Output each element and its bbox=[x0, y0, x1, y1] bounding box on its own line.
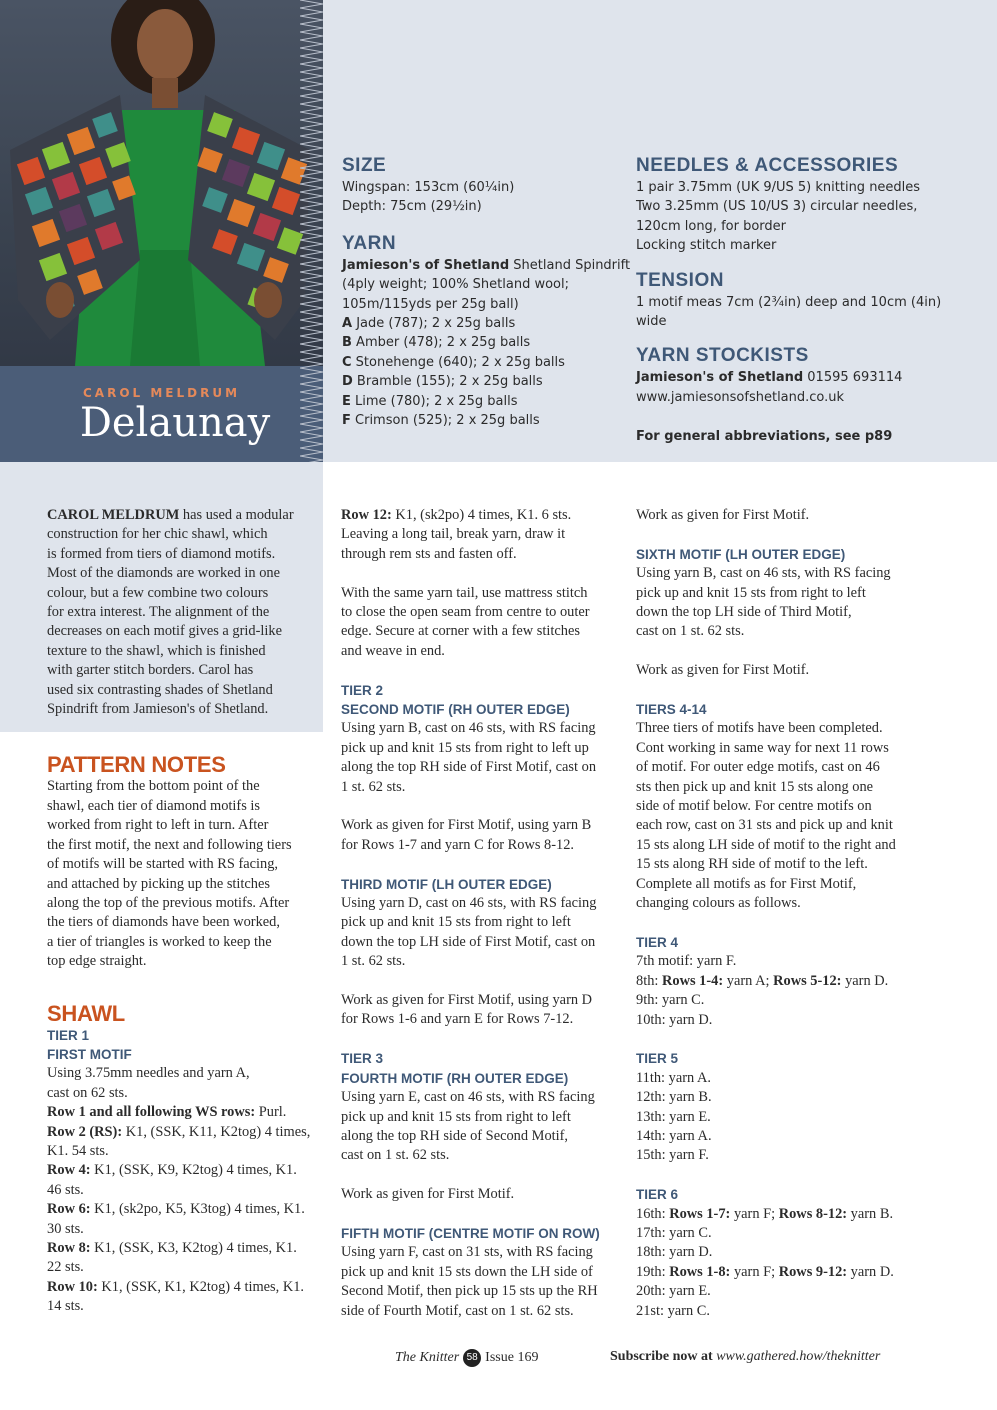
intro-line: for extra interest. The alignment of the bbox=[47, 604, 270, 621]
yarn-colour: B Amber (478); 2 x 25g balls bbox=[342, 335, 531, 351]
text-line: Using yarn F, cast on 31 sts, with RS facing bbox=[341, 1244, 593, 1261]
tier-6-heading: TIER 6 bbox=[636, 1187, 679, 1203]
size-heading: SIZE bbox=[342, 155, 387, 176]
text-line: Using yarn E, cast on 46 sts, with RS facing bbox=[341, 1089, 595, 1106]
row-continued: 46 sts. bbox=[47, 1181, 84, 1198]
stockist-website: www.jamiesonsofshetland.co.uk bbox=[636, 389, 845, 405]
text-line: Using yarn B, cast on 46 sts, with RS facing bbox=[341, 720, 596, 737]
column-3 bbox=[636, 506, 926, 1321]
text-line: pick up and knit 15 sts down the LH side of bbox=[341, 1263, 593, 1280]
tension-line: 1 motif meas 7cm (2¾in) deep and 10cm (4in) bbox=[636, 294, 942, 310]
text-line: cast on 1 st. 62 sts. bbox=[636, 623, 745, 640]
needles-line: 1 pair 3.75mm (UK 9/US 5) knitting needles bbox=[636, 180, 921, 195]
intro-line: with garter stitch borders. Carol has bbox=[47, 662, 254, 679]
text-line: pick up and knit 15 sts from right to left bbox=[636, 584, 866, 601]
row-continued: 22 sts. bbox=[47, 1259, 84, 1276]
needles-line: Locking stitch marker bbox=[636, 238, 777, 254]
notes-line: shawl, each tier of diamond motifs is bbox=[47, 797, 261, 814]
motif-colour-line: 21st: yarn C. bbox=[636, 1302, 710, 1319]
pattern-notes-heading: PATTERN NOTES bbox=[47, 752, 226, 778]
yarn-colour: A Jade (787); 2 x 25g balls bbox=[342, 316, 516, 332]
page-number: 58 bbox=[463, 1349, 481, 1367]
pattern-title: Delaunay bbox=[79, 400, 271, 446]
third-motif-heading: THIRD MOTIF (LH OUTER EDGE) bbox=[341, 876, 552, 892]
text-line: 15 sts along LH side of motif to the right and bbox=[636, 836, 896, 853]
text-line: down the top LH side of Third Motif, bbox=[636, 604, 852, 621]
text-line: through rem sts and fasten off. bbox=[341, 545, 517, 562]
motif-colour-line: 10th: yarn D. bbox=[636, 1011, 713, 1028]
intro-line: texture to the shawl, which is finished bbox=[47, 642, 266, 659]
row-continued: 14 sts. bbox=[47, 1298, 84, 1315]
motif-line: Using 3.75mm needles and yarn A, bbox=[47, 1065, 250, 1082]
motif-line: cast on 62 sts. bbox=[47, 1084, 128, 1101]
tiers-4-14-heading: TIERS 4-14 bbox=[636, 702, 707, 718]
column-1 bbox=[47, 506, 322, 1317]
text-line: pick up and knit 15 sts from right to left bbox=[341, 1108, 571, 1125]
sixth-motif-heading: SIXTH MOTIF (LH OUTER EDGE) bbox=[636, 546, 846, 562]
fourth-motif-heading: FOURTH MOTIF (RH OUTER EDGE) bbox=[341, 1070, 569, 1086]
motif-colour-line: 19th: Rows 1-8: yarn F; Rows 9-12: yarn D. bbox=[636, 1263, 894, 1280]
text-line: Complete all motifs as for First Motif, bbox=[636, 875, 857, 892]
text-line: down the top LH side of First Motif, cast on bbox=[341, 933, 596, 950]
yarn-colour: C Stonehenge (640); 2 x 25g balls bbox=[342, 354, 565, 370]
intro-line: colour, but a few combine two colours bbox=[47, 584, 269, 601]
text-line: side of motif below. For centre motifs on bbox=[636, 798, 872, 815]
text-line: cast on 1 st. 62 sts. bbox=[341, 1147, 450, 1164]
text-line: 1 st. 62 sts. bbox=[341, 953, 406, 970]
motif-colour-line: 14th: yarn A. bbox=[636, 1127, 712, 1144]
notes-line: worked from right to left in turn. After bbox=[47, 817, 269, 834]
intro-line: used six contrasting shades of Shetland bbox=[47, 681, 273, 698]
model-photo bbox=[0, 0, 323, 366]
notes-line: a tier of triangles is worked to keep the bbox=[47, 933, 272, 950]
notes-line: of motifs will be started with RS facing, bbox=[47, 856, 279, 873]
motif-colour-line: 11th: yarn A. bbox=[636, 1069, 712, 1086]
intro-line: construction for her chic shawl, which bbox=[47, 526, 268, 543]
text-line: pick up and knit 15 sts from right to left up bbox=[341, 739, 589, 756]
text-line: for Rows 1-7 and yarn C for Rows 8-12. bbox=[341, 836, 575, 853]
motif-colour-line: 18th: yarn D. bbox=[636, 1244, 713, 1261]
spec-column-right bbox=[636, 155, 966, 447]
yarn-line: (4ply weight; 100% Shetland wool; bbox=[342, 277, 569, 293]
shawl-illustration bbox=[0, 0, 323, 366]
size-line: Wingspan: 153cm (60¼in) bbox=[342, 180, 515, 195]
shawl-heading: SHAWL bbox=[47, 1000, 125, 1026]
row-instruction: Row 6: K1, (sk2po, K5, K3tog) 4 times, K1. bbox=[47, 1201, 305, 1218]
text-line: Leaving a long tail, break yarn, draw it bbox=[341, 526, 566, 543]
motif-colour-line: 8th: Rows 1-4: yarn A; Rows 5-12: yarn D. bbox=[636, 972, 889, 989]
text-line: Using yarn D, cast on 46 sts, with RS facing bbox=[341, 895, 597, 912]
text-line: 1 st. 62 sts. bbox=[341, 778, 406, 795]
motif-colour-line: 7th motif: yarn F. bbox=[636, 953, 737, 970]
text-line: pick up and knit 15 sts from right to left bbox=[341, 914, 571, 931]
text-line: side of Fourth Motif, cast on 1 st. 62 sts. bbox=[341, 1302, 574, 1319]
text-line: to close the open seam from centre to outer bbox=[341, 604, 590, 621]
subscribe-link[interactable]: www.gathered.how/theknitter bbox=[716, 1349, 881, 1364]
tension-line: wide bbox=[636, 314, 667, 330]
spec-column-left bbox=[342, 155, 632, 430]
abbreviations-note: For general abbreviations, see p89 bbox=[636, 429, 893, 445]
text-line: along the top RH side of Second Motif, bbox=[341, 1127, 569, 1144]
text-line: 15 sts along RH side of motif to the left. bbox=[636, 856, 868, 873]
motif-colour-line: 15th: yarn F. bbox=[636, 1147, 709, 1164]
motif-colour-line: 9th: yarn C. bbox=[636, 992, 705, 1009]
stockist-line: Jamieson's of Shetland 01595 693114 bbox=[636, 370, 903, 386]
text-line: edge. Secure at corner with a few stitches bbox=[341, 623, 580, 640]
text-line: and weave in end. bbox=[341, 642, 445, 659]
notes-line: Starting from the bottom point of the bbox=[47, 778, 260, 795]
notes-line: top edge straight. bbox=[47, 953, 147, 970]
text-line: for Rows 1-6 and yarn E for Rows 7-12. bbox=[341, 1011, 574, 1028]
text-line: along the top RH side of First Motif, cast on bbox=[341, 759, 597, 776]
tier-1-heading: TIER 1 bbox=[47, 1027, 90, 1043]
row-continued: 30 sts. bbox=[47, 1220, 84, 1237]
yarn-colour: F Crimson (525); 2 x 25g balls bbox=[342, 413, 540, 429]
notes-line: the first motif, the next and following tiers bbox=[47, 836, 292, 853]
row-instruction: Row 12: K1, (sk2po) 4 times, K1. 6 sts. bbox=[341, 507, 572, 523]
issue-number: Issue 169 bbox=[485, 1350, 539, 1366]
text-line: With the same yarn tail, use mattress stitch bbox=[341, 584, 588, 601]
row-instruction: Row 1 and all following WS rows: Purl. bbox=[47, 1104, 287, 1121]
second-motif-heading: SECOND MOTIF (RH OUTER EDGE) bbox=[341, 702, 570, 718]
text-line: Second Motif, then pick up 15 sts up the RH bbox=[341, 1283, 598, 1300]
needles-line: Two 3.25mm (US 10/US 3) circular needles, bbox=[636, 199, 918, 215]
footer-subscribe: Subscribe now at www.gathered.how/theknitter bbox=[610, 1349, 881, 1364]
text-line: Work as given for First Motif. bbox=[341, 1186, 515, 1203]
yarn-colour: D Bramble (155); 2 x 25g balls bbox=[342, 374, 543, 390]
designer-name: CAROL MELDRUM bbox=[82, 386, 241, 400]
yarn-heading: YARN bbox=[342, 232, 397, 254]
motif-colour-line: 17th: yarn C. bbox=[636, 1224, 712, 1241]
motif-colour-line: 16th: Rows 1-7: yarn F; Rows 8-12: yarn B. bbox=[636, 1205, 894, 1222]
size-line: Depth: 75cm (29½in) bbox=[342, 199, 482, 215]
text-line: changing colours as follows. bbox=[636, 895, 801, 912]
magazine-name: The Knitter bbox=[395, 1350, 460, 1366]
text-line: Work as given for First Motif. bbox=[636, 507, 810, 523]
text-line: of motif. For outer edge motifs, cast on 46 bbox=[636, 759, 880, 776]
yarn-line: Jamieson's of Shetland Shetland Spindrift bbox=[342, 257, 631, 273]
intro-line: decreases on each motif gives a grid-like bbox=[47, 623, 282, 640]
stockists-heading: YARN STOCKISTS bbox=[636, 345, 809, 367]
motif-colour-line: 13th: yarn E. bbox=[636, 1108, 711, 1125]
row-instruction: Row 2 (RS): K1, (SSK, K11, K2tog) 4 times, bbox=[47, 1123, 311, 1140]
footer-issue bbox=[395, 1349, 538, 1367]
row-instruction: Row 10: K1, (SSK, K1, K2tog) 4 times, K1. bbox=[47, 1278, 305, 1295]
text-line: Work as given for First Motif, using yarn B bbox=[341, 817, 592, 834]
text-line: Using yarn B, cast on 46 sts, with RS facing bbox=[636, 565, 891, 582]
tier-5-heading: TIER 5 bbox=[636, 1051, 679, 1067]
intro-line: is formed from tiers of diamond motifs. bbox=[47, 545, 276, 562]
motif-colour-line: 12th: yarn B. bbox=[636, 1089, 712, 1106]
needles-line: 120cm long, for border bbox=[636, 218, 787, 234]
text-line: Work as given for First Motif, using yarn D bbox=[341, 992, 593, 1009]
fifth-motif-heading: FIFTH MOTIF (CENTRE MOTIF ON ROW) bbox=[341, 1225, 600, 1241]
text-line: Work as given for First Motif. bbox=[636, 662, 810, 679]
tier-4-heading: TIER 4 bbox=[636, 934, 679, 950]
text-line: Three tiers of motifs have been completed. bbox=[636, 720, 883, 737]
first-motif-heading: FIRST MOTIF bbox=[47, 1046, 132, 1062]
column-2 bbox=[341, 506, 626, 1321]
row-instruction: Row 8: K1, (SSK, K3, K2tog) 4 times, K1. bbox=[47, 1240, 297, 1256]
tier-2-heading: TIER 2 bbox=[341, 682, 384, 698]
zigzag-edge bbox=[300, 0, 323, 462]
tension-heading: TENSION bbox=[636, 269, 724, 291]
intro-text: CAROL MELDRUM has used a modular bbox=[47, 507, 294, 523]
notes-line: and attached by picking up the stitches bbox=[47, 875, 270, 892]
intro-line: Most of the diamonds are worked in one bbox=[47, 565, 280, 582]
text-line: each row, cast on 31 sts and pick up and knit bbox=[636, 817, 893, 834]
motif-colour-line: 20th: yarn E. bbox=[636, 1283, 711, 1300]
notes-line: the tiers of diamonds have been worked, bbox=[47, 914, 280, 931]
text-line: sts then pick up and knit 15 sts along one bbox=[636, 778, 874, 795]
needles-heading: NEEDLES & ACCESSORIES bbox=[636, 155, 899, 176]
text-line: Cont working in same way for next 11 rows bbox=[636, 739, 889, 756]
tier-3-heading: TIER 3 bbox=[341, 1051, 384, 1067]
row-continued: K1. 54 sts. bbox=[47, 1142, 109, 1159]
row-instruction: Row 4: K1, (SSK, K9, K2tog) 4 times, K1. bbox=[47, 1162, 297, 1179]
intro-line: Spindrift from Jamieson's of Shetland. bbox=[47, 701, 269, 718]
yarn-line: 105m/115yds per 25g ball) bbox=[342, 296, 519, 312]
notes-line: along the top of the previous motifs. After bbox=[47, 894, 290, 911]
yarn-colour: E Lime (780); 2 x 25g balls bbox=[342, 393, 518, 409]
